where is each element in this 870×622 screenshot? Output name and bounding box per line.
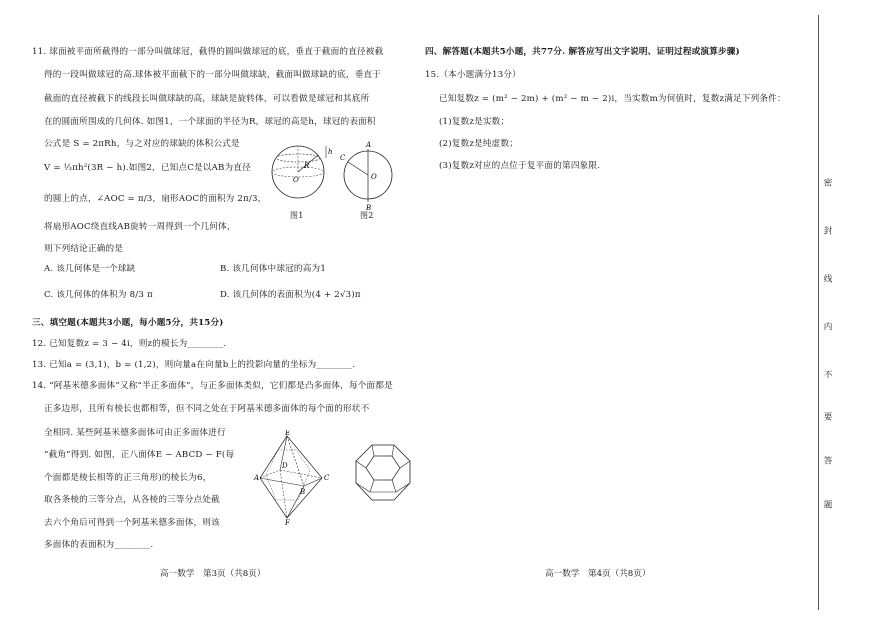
figure1-sphere-cap — [268, 140, 338, 220]
seal-char: 密 — [822, 178, 832, 187]
q14-line6: 取各条棱的三等分点，从各棱的三等分点处截 — [44, 495, 220, 505]
seal-char: 内 — [822, 322, 832, 331]
truncated-octahedron-figure — [352, 442, 414, 504]
seal-char: 不 — [822, 370, 832, 379]
fig2-A-label: A — [366, 141, 372, 149]
seal-char: 要 — [822, 412, 832, 421]
fig1-R-label: R — [304, 162, 310, 170]
q13: 13. 已知a = (3,1)，b = (1,2)，则向量a在向量b上的投影向量的坐标为________. — [32, 360, 356, 370]
seal-char: 封 — [822, 226, 832, 235]
q14-line1: 14. “阿基米德多面体”又称“半正多面体”，与正多面体类似，它们都是凸多面体，每个面都是 — [32, 381, 393, 391]
fig1-O-label: O — [293, 176, 299, 184]
fig2-caption: 图2 — [360, 211, 374, 220]
q15-part1: (1)复数z是实数； — [439, 117, 510, 127]
q11-line5: 公式是 S = 2πRh，与之对应的球缺的体积公式是 — [44, 139, 240, 149]
q11-line4: 在的圆面所围成的几何体. 如图1，一个球面的半径为R，球冠的高是h，球冠的表面积 — [44, 117, 376, 127]
q14-line3: 全相同. 某些阿基米德多面体可由正多面体进行 — [44, 428, 226, 438]
seal-line — [818, 15, 819, 610]
fig2-B-label: B — [366, 204, 372, 212]
q15-body: 已知复数z = (m² − 2m) + (m² − m − 2)i，当实数m为何值时，复数z满足下列条件： — [439, 94, 786, 104]
fig2-C-label: C — [340, 154, 346, 162]
q11-line7: 的圆上的点，∠AOC = π/3，扇形AOC的面积为 2π/3， — [44, 194, 267, 204]
option-a: A. 该几何体是一个球缺 — [44, 264, 136, 274]
oct-E-label: E — [285, 430, 291, 437]
q11-line2: 得的一段叫做球冠的高.球体被平面截下的一部分叫做球缺，截面叫做球缺的底，垂直于 — [44, 70, 382, 80]
q11-line8: 将扇形AOC绕直线AB旋转一周得到一个几何体， — [44, 222, 236, 232]
page3-footer: 高一数学 第3页（共8页） — [160, 569, 266, 579]
figure2-sector — [338, 140, 398, 212]
oct-B-label: B — [300, 488, 306, 496]
fig2-O-label: O — [371, 173, 377, 181]
q11-line1: 11. 球面被平面所截得的一部分叫做球冠，截得的圆叫做球冠的底，垂直于截面的直径被截 — [32, 47, 384, 57]
q14-line7: 去六个角后可得到一个阿基米德多面体，则该 — [44, 518, 220, 528]
fig1-h-label: h — [328, 148, 333, 156]
seal-char: 线 — [822, 274, 832, 283]
page4-footer: 高一数学 第4页（共8页） — [545, 569, 651, 579]
fig1-caption: 图1 — [290, 211, 304, 220]
seal-char: 题 — [822, 500, 832, 509]
option-b: B. 该几何体中球冠的高为1 — [220, 264, 326, 274]
option-d: D. 该几何体的表面积为(4 + 2√3)π — [220, 290, 361, 300]
octahedron-figure — [252, 430, 342, 525]
option-c: C. 该几何体的体积为 8/3 π — [44, 290, 153, 300]
q14-line4: “截角”得到. 如图，正八面体E − ABCD − F(每 — [44, 450, 235, 460]
oct-F-label: F — [285, 519, 290, 525]
oct-A-label: A — [254, 474, 260, 482]
q11-line9: 则下列结论正确的是 — [44, 244, 124, 254]
q14-line5: 个面都是棱长相等的正三角形)的棱长为6， — [44, 473, 212, 483]
q15-part3: (3)复数z对应的点位于复平面的第四象限. — [439, 161, 601, 171]
oct-C-label: C — [324, 474, 330, 482]
q11-line3: 截面的直径被截下的线段长叫做球缺的高，球缺是旋转体，可以看做是球冠和其底所 — [44, 94, 370, 104]
seal-char: 答 — [822, 456, 832, 465]
q12: 12. 已知复数z = 3 − 4i，则z的模长为________. — [32, 339, 227, 349]
oct-D-label: D — [282, 462, 288, 470]
section4-heading: 四、解答题(本题共5小题，共77分. 解答应写出文字说明、证明过程或演算步骤) — [425, 47, 740, 57]
q11-formula: V = ⅓πh²(3R − h).如图2，已知点C是以AB为直径 — [44, 163, 251, 173]
q15-part2: (2)复数z是纯虚数； — [439, 139, 519, 149]
q14-line8: 多面体的表面积为________. — [44, 540, 154, 550]
q14-line2: 正多边形，且所有棱长也都相等，但不同之处在于阿基米德多面体的每个面的形状不 — [44, 404, 370, 414]
q15-header: 15.（本小题满分13分） — [425, 70, 521, 80]
section3-heading: 三、填空题(本题共3小题，每小题5分，共15分) — [32, 318, 224, 328]
